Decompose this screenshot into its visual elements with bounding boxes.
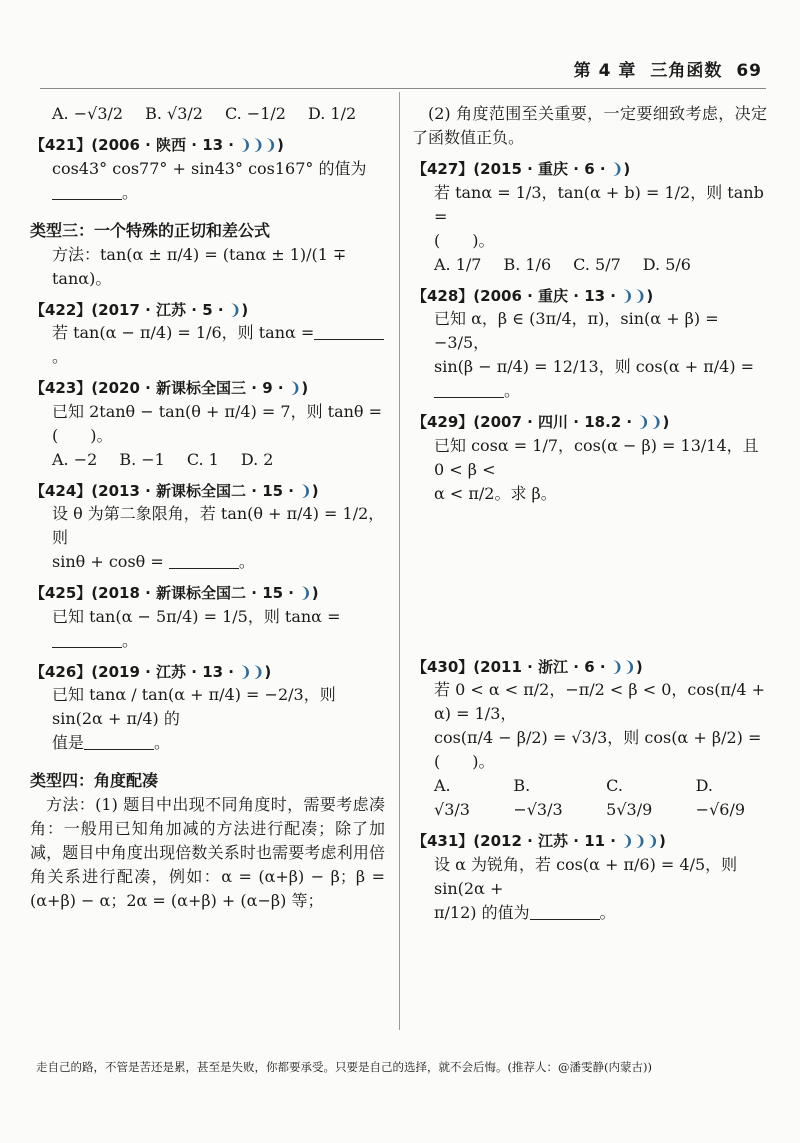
difficulty-icon: ❩❩: [610, 657, 636, 676]
question-text: 已知 tanα / tan(α + π/4) = −2/3，则 sin(2α + π/4) 的: [52, 685, 336, 728]
answer-blank: [314, 323, 384, 340]
question-header: 【425】(2018 · 新课标全国二 · 15 · ❩): [30, 584, 319, 602]
difficulty-icon: ❩❩: [239, 662, 265, 681]
choice-c: C. 5√3/9: [606, 776, 653, 819]
choice-d: D. 1/2: [307, 104, 357, 123]
method-text: 方法：tan(α ± π/4) = (tanα ± 1)/(1 ∓ tanα)。: [52, 244, 347, 288]
chapter-title: 三角函数: [650, 61, 723, 81]
choice-b: B. −√3/3: [513, 776, 563, 819]
question-header: 【431】(2012 · 江苏 · 11 · ❩❩❩): [412, 832, 666, 850]
difficulty-icon: ❩: [610, 160, 624, 178]
question-text: 已知 2tanθ − tan(θ + π/4) = 7，则 tanθ =: [52, 401, 383, 421]
question-text: 若 tanα = 1/3，tan(α + b) = 1/2，则 tanb =: [434, 182, 764, 226]
difficulty-icon: ❩: [299, 584, 312, 602]
choices: [412, 774, 767, 822]
header-rule: [40, 88, 766, 89]
q420-choices: [30, 102, 385, 126]
question-header: 【422】(2017 · 江苏 · 5 · ❩): [30, 300, 249, 319]
answer-blank: [530, 903, 600, 920]
question-text: 已知 α，β ∈ (3π/4，π)，sin(α + β) = −3/5，: [434, 309, 719, 352]
difficulty-icon: ❩❩: [621, 286, 647, 305]
answer-blank: [169, 552, 239, 569]
footer-quote: 走自己的路，不管是苦还是累，甚至是失败，你都要承受。只要是自己的选择，就不会后悔。(推荐人：@潘雯静(内蒙古)): [36, 1060, 652, 1074]
choice-d: D. −√6/9: [695, 776, 746, 819]
answer-blank: [84, 733, 154, 750]
question-header: 【430】(2011 · 浙江 · 6 · ❩❩): [412, 657, 643, 676]
question-text: 若 0 < α < π/2，−π/2 < β < 0，cos(π/4 + α) = 1/3，: [434, 680, 766, 723]
method-text: 方法：(1) 题目中出现不同角度时，需要考虑凑角：一般用已知角加减的方法进行配凑；除了加减，题目中角度出现倍数关系时也需要考虑利用倍角关系进行配凑，例如：α = (α+β) − β；β = (α+β) − α；2α = (α+β) + (α−β) 等；: [30, 795, 385, 910]
question-425: 【425】(2018 · 新课标全国二 · 15 · ❩) 已知 tan(α − 5π/4) = 1/5，则 tanα =。: [30, 582, 385, 653]
question-header: 【429】(2007 · 四川 · 18.2 · ❩❩): [412, 413, 670, 431]
difficulty-icon: ❩: [288, 379, 302, 397]
question-text: 已知 cosα = 1/7，cos(α − β) = 13/14，且 0 < β <: [434, 435, 759, 479]
question-431: 【431】(2012 · 江苏 · 11 · ❩❩❩) 设 α 为锐角，若 cos(α + π/6) = 4/5，则 sin(2α + π/12) 的值为 。: [412, 830, 767, 925]
page-number: 69: [736, 61, 762, 81]
answer-blank: [52, 631, 122, 648]
question-426: 【426】(2019 · 江苏 · 13 · ❩❩) 已知 tanα / tan(α + π/4) = −2/3，则 sin(2α + π/4) 的 值是 。: [30, 661, 385, 756]
question-header: 【424】(2013 · 新课标全国二 · 15 · ❩): [30, 481, 319, 500]
choice-a: A. 1/7: [434, 254, 482, 274]
choice-a: A. −2: [52, 449, 98, 469]
answer-paren: ( )。: [434, 230, 495, 250]
question-text: cos43° cos77° + sin43° cos167° 的值为: [52, 158, 367, 178]
question-427: [412, 158, 767, 277]
question-428: 【428】(2006 · 重庆 · 13 · ❩❩) 已知 α，β ∈ (3π/4，π)，sin(α + β) = −3/5， sin(β − π/4) = 12/13，则 cos(α + π/4) =。: [412, 285, 767, 404]
section-title: 类型四：角度配凑: [30, 771, 159, 790]
difficulty-icon: ❩❩❩: [621, 832, 659, 850]
question-text: 若 tan(α − π/4) = 1/6，则 tanα =: [52, 323, 315, 342]
choice-b: B. √3/2: [145, 104, 203, 123]
difficulty-icon: ❩: [228, 300, 242, 319]
answer-paren: ( )。: [52, 425, 113, 445]
difficulty-icon: ❩: [299, 481, 312, 500]
running-head: [574, 56, 762, 81]
question-429: 【429】(2007 · 四川 · 18.2 · ❩❩) 已知 cosα = 1/7，cos(α − β) = 13/14，且 0 < β < α < π/2。求 β。: [412, 411, 767, 506]
column-divider: [399, 92, 400, 1030]
choice-b: B. −1: [119, 449, 165, 469]
choice-a: A. −√3/2: [52, 104, 124, 123]
question-text: 已知 tan(α − 5π/4) = 1/5，则 tanα =: [52, 606, 341, 626]
question-424: 【424】(2013 · 新课标全国二 · 15 · ❩) 设 θ 为第二象限角，若 tan(θ + π/4) = 1/2，则 sinθ + cosθ = 。: [30, 481, 385, 571]
section-title: 类型三：一个特殊的正切和差公式: [30, 220, 271, 240]
choices: [412, 253, 767, 277]
question-430: 【430】(2011 · 浙江 · 6 · ❩❩) 若 0 < α < π/2，−π/2 < β < 0，cos(π/4 + α) = 1/3， cos(π/4 − β/2) = √3/3，则 cos(α + β/2) = ( )。 A. √3/3 B. −√3/3 C. 5√3/9 D. −√6/9: [412, 656, 767, 823]
question-header: 【426】(2019 · 江苏 · 13 · ❩❩): [30, 662, 272, 681]
right-column: [412, 102, 767, 925]
answer-space: [412, 506, 767, 656]
answer-blank: [52, 183, 122, 200]
choice-b: B. 1/6: [503, 254, 552, 274]
choice-d: D. 5/6: [642, 254, 691, 274]
question-header: 【421】(2006 · 陕西 · 13 · ❩❩❩): [30, 136, 284, 154]
choice-c: C. −1/2: [224, 104, 286, 123]
question-header: 【427】(2015 · 重庆 · 6 · ❩): [412, 160, 631, 178]
choice-d: D. 2: [240, 449, 274, 469]
difficulty-icon: ❩❩: [637, 413, 663, 431]
choices: [30, 448, 385, 472]
choice-c: C. 5/7: [573, 254, 621, 274]
choice-a: A. √3/3: [434, 776, 470, 819]
method-text-continued: (2) 角度范围至关重要，一定要细致考虑，决定了函数值正负。: [412, 104, 767, 147]
left-column: [30, 102, 385, 913]
question-header: 【423】(2020 · 新课标全国三 · 9 · ❩): [30, 379, 309, 397]
chapter-number: 第 4 章: [573, 61, 637, 81]
question-422: 【422】(2017 · 江苏 · 5 · ❩) 若 tan(α − π/4) = 1/6，则 tanα =。: [30, 299, 385, 370]
answer-blank: [434, 381, 504, 398]
difficulty-icon: ❩❩❩: [239, 136, 277, 154]
question-text: 设 θ 为第二象限角，若 tan(θ + π/4) = 1/2，则: [52, 504, 385, 547]
question-text: 设 α 为锐角，若 cos(α + π/6) = 4/5，则 sin(2α +: [434, 854, 738, 898]
choice-c: C. 1: [186, 449, 219, 469]
question-423: [30, 377, 385, 472]
question-421: 【421】(2006 · 陕西 · 13 · ❩❩❩) cos43° cos77° + sin43° cos167° 的值为 。: [30, 134, 385, 205]
question-header: 【428】(2006 · 重庆 · 13 · ❩❩): [412, 286, 654, 305]
